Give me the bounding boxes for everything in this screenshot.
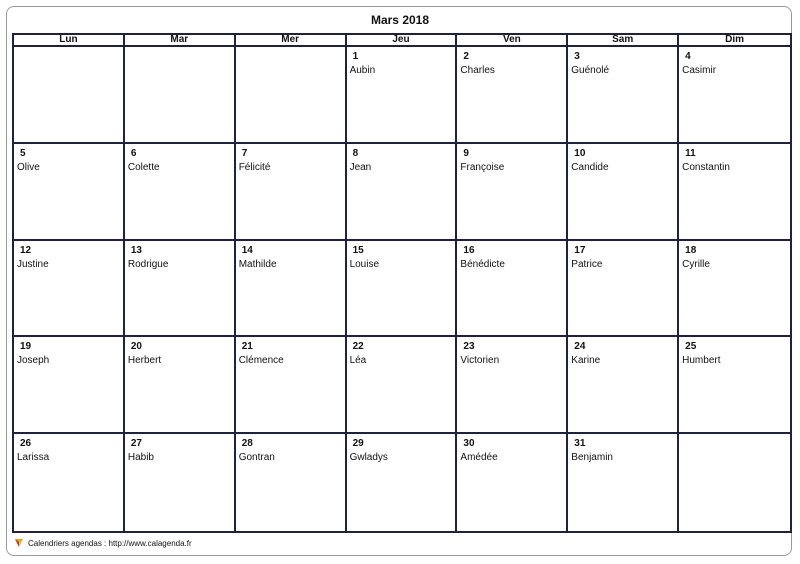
saint-name: Candide: [571, 161, 609, 173]
weekday-header-jeu: Jeu: [347, 35, 458, 47]
saint-name: Gwladys: [349, 452, 388, 464]
day-cell-20[interactable]: [125, 337, 236, 434]
weekday-header-mar: Mar: [125, 35, 236, 47]
day-number: 26: [20, 438, 32, 450]
saint-name: Clémence: [238, 355, 284, 367]
day-number: 1: [352, 51, 359, 62]
day-number: 15: [352, 244, 364, 256]
day-number: 27: [130, 438, 142, 450]
day-cell-30[interactable]: [457, 434, 568, 531]
saint-name: Victorien: [460, 355, 500, 367]
day-cell-5[interactable]: [14, 144, 125, 241]
day-number: 10: [574, 147, 586, 159]
saint-name: Bénédicte: [460, 258, 505, 270]
saint-name: Mathilde: [238, 258, 277, 270]
day-cell-24[interactable]: [568, 337, 679, 434]
day-cell-12[interactable]: [14, 241, 125, 338]
saint-name: Aubin: [349, 65, 376, 76]
day-cell-27[interactable]: [125, 434, 236, 531]
day-cell-2[interactable]: [457, 47, 568, 144]
weekday-header-dim: Dim: [679, 35, 790, 47]
day-number: 20: [130, 341, 142, 353]
weekday-header-sam: Sam: [568, 35, 679, 47]
day-number: 12: [20, 244, 32, 256]
day-cell-empty[interactable]: [14, 47, 125, 144]
day-cell-6[interactable]: [125, 144, 236, 241]
day-cell-29[interactable]: [347, 434, 458, 531]
day-cell-19[interactable]: [14, 337, 125, 434]
saint-name: Jean: [349, 161, 372, 173]
day-cell-31[interactable]: [568, 434, 679, 531]
day-cell-empty[interactable]: [125, 47, 236, 144]
day-number: 6: [130, 147, 137, 159]
day-number: 25: [685, 341, 697, 353]
saint-name: Habib: [127, 452, 154, 464]
day-cell-13[interactable]: [125, 241, 236, 338]
day-cell-empty[interactable]: [679, 434, 790, 531]
day-number: 13: [130, 244, 142, 256]
saint-name: Guénolé: [571, 65, 610, 76]
saint-name: Patrice: [571, 258, 603, 270]
saint-name: Félicité: [238, 161, 271, 173]
day-number: 5: [20, 147, 26, 159]
footer-text[interactable]: Calendriers agendas : http://www.calagenda.fr: [28, 538, 192, 548]
saint-name: Justine: [17, 258, 49, 270]
day-cell-23[interactable]: [457, 337, 568, 434]
saint-name: Charles: [460, 65, 495, 76]
day-cell-8[interactable]: [347, 144, 458, 241]
day-cell-9[interactable]: [457, 144, 568, 241]
saint-name: Joseph: [17, 355, 50, 367]
saint-name: Gontran: [238, 452, 275, 464]
day-number: 9: [463, 147, 469, 159]
saint-name: Herbert: [127, 355, 162, 367]
day-number: 3: [574, 51, 580, 62]
day-number: 29: [352, 438, 364, 450]
day-number: 7: [241, 147, 248, 159]
saint-name: Constantin: [682, 161, 730, 173]
weekday-header-mer: Mer: [236, 35, 347, 47]
day-number: 30: [463, 438, 475, 450]
day-cell-18[interactable]: [679, 241, 790, 338]
day-number: 8: [352, 147, 359, 159]
day-number: 23: [463, 341, 475, 353]
day-cell-26[interactable]: [14, 434, 125, 531]
saint-name: Cyrille: [682, 258, 710, 270]
calendar-grid: [12, 33, 792, 533]
calendar-title: Mars 2018: [370, 13, 430, 27]
day-number: 17: [574, 244, 586, 256]
saint-name: Françoise: [460, 161, 505, 173]
day-cell-15[interactable]: [347, 241, 458, 338]
day-cell-25[interactable]: [679, 337, 790, 434]
saint-name: Benjamin: [571, 452, 613, 464]
day-number: 28: [241, 438, 253, 450]
day-number: 11: [685, 147, 696, 159]
day-number: 24: [574, 341, 586, 353]
day-number: 31: [574, 438, 586, 450]
saint-name: Léa: [349, 355, 367, 367]
day-number: 21: [241, 341, 253, 353]
saint-name: Amédée: [460, 452, 498, 464]
saint-name: Karine: [571, 355, 601, 367]
saint-name: Louise: [349, 258, 380, 270]
day-cell-3[interactable]: [568, 47, 679, 144]
footer: [14, 538, 192, 548]
day-number: 4: [685, 51, 691, 62]
day-cell-4[interactable]: [679, 47, 790, 144]
day-cell-21[interactable]: [236, 337, 347, 434]
saint-name: Rodrigue: [127, 258, 169, 270]
day-cell-empty[interactable]: [236, 47, 347, 144]
saint-name: Colette: [127, 161, 160, 173]
day-cell-14[interactable]: [236, 241, 347, 338]
day-cell-10[interactable]: [568, 144, 679, 241]
day-cell-11[interactable]: [679, 144, 790, 241]
day-number: 2: [463, 51, 469, 62]
day-number: 22: [352, 341, 364, 353]
calagenda-logo-icon: [14, 538, 24, 548]
weekday-header-lun: Lun: [14, 35, 125, 47]
day-cell-17[interactable]: [568, 241, 679, 338]
saint-name: Olive: [17, 161, 40, 173]
saint-name: Casimir: [682, 65, 717, 76]
day-cell-7[interactable]: [236, 144, 347, 241]
day-cell-28[interactable]: [236, 434, 347, 531]
day-number: 18: [685, 244, 697, 256]
day-cell-1[interactable]: [347, 47, 458, 144]
saint-name: Humbert: [682, 355, 721, 367]
saint-name: Larissa: [17, 452, 50, 464]
day-cell-16[interactable]: [457, 241, 568, 338]
day-number: 14: [241, 244, 253, 256]
day-number: 16: [463, 244, 475, 256]
day-cell-22[interactable]: [347, 337, 458, 434]
day-number: 19: [20, 341, 32, 353]
weekday-header-ven: Ven: [457, 35, 568, 47]
